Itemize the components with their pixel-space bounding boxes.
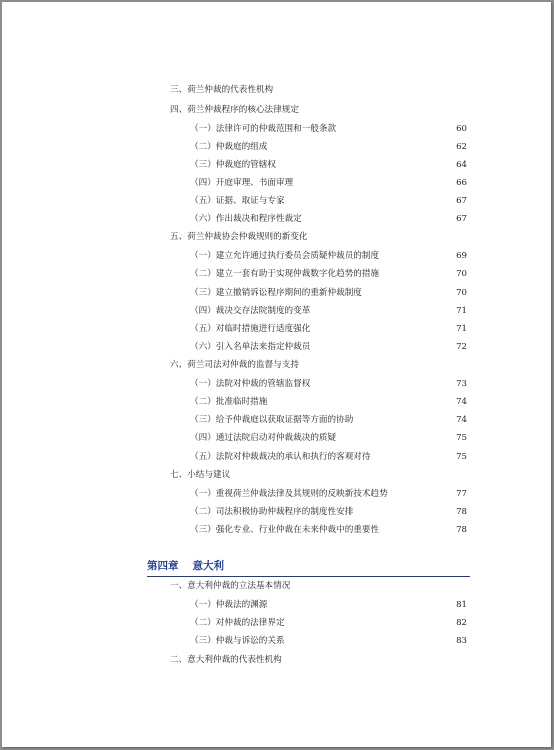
toc-entry-title: （四）开庭审理、书面审理	[190, 178, 294, 188]
toc-entry-title: （一）法律许可的仲裁范围和一般条款	[190, 124, 337, 134]
toc-entry-title: （五）法院对仲裁裁决的承认和执行的客观对待	[190, 452, 371, 462]
toc-entry-title: （一）重视荷兰仲裁法律及其规则的反映新技术趋势	[190, 489, 388, 499]
toc-entry-title: （一）建立允许通过执行委员会质疑仲裁员的制度	[190, 251, 380, 261]
toc-entry-page: 60	[456, 124, 467, 134]
toc-entry-title: 一、意大利仲裁的立法基本情况	[170, 581, 291, 591]
toc-entry-title: 七、小结与建议	[170, 470, 231, 480]
toc-entry-page: 69	[456, 251, 467, 261]
toc-entry-title: （五）对临时措施进行适度强化	[190, 324, 311, 334]
toc-entry-page: 81	[456, 600, 467, 610]
chapter-heading	[147, 558, 470, 577]
toc-entry-page: 71	[456, 306, 467, 316]
toc-entry-page: 75	[456, 452, 467, 462]
toc-entry-title: 六、荷兰司法对仲裁的监督与支持	[170, 360, 299, 370]
toc-entry-title: （三）仲裁庭的管辖权	[190, 160, 276, 170]
toc-entry-page: 82	[456, 618, 467, 628]
document-page	[2, 2, 551, 747]
toc-entry-page: 70	[456, 269, 467, 279]
toc-entry-title: （三）仲裁与诉讼的关系	[190, 636, 285, 646]
toc-entry-title: 四、荷兰仲裁程序的核心法律规定	[170, 105, 299, 115]
toc-entry-page: 67	[456, 214, 467, 224]
toc-entry-title: （一）仲裁法的渊源	[190, 600, 268, 610]
chapter-title: 意大利	[192, 560, 224, 572]
toc-entry-title: 三、荷兰仲裁的代表性机构	[170, 85, 274, 95]
toc-entry-page: 83	[456, 636, 467, 646]
toc-entry-title: （六）作出裁决和程序性裁定	[190, 214, 302, 224]
toc-entry-page: 70	[456, 288, 467, 298]
chapter-number: 第四章	[147, 560, 179, 572]
toc-entry-title: （五）证据、取证与专家	[190, 196, 285, 206]
toc-entry-title: （三）给予仲裁庭以获取证据等方面的协助	[190, 415, 354, 425]
toc-entry-title: 五、荷兰仲裁协会仲裁规则的新变化	[170, 232, 308, 242]
toc-entry-page: 64	[456, 160, 467, 170]
toc-entry-title: 二、意大利仲裁的代表性机构	[170, 655, 282, 665]
toc-entry-title: （六）引入名单法来指定仲裁员	[190, 342, 311, 352]
toc-entry-title: （二）建立一套有助于实现仲裁数字化趋势的措施	[190, 269, 380, 279]
toc-entry-page: 78	[456, 525, 467, 535]
toc-entry-title: （二）批准临时措施	[190, 397, 268, 407]
toc-entry-page: 74	[456, 415, 467, 425]
toc-entry-page: 62	[456, 142, 467, 152]
toc-entry-title: （二）仲裁庭的组成	[190, 142, 268, 152]
toc-entry-page: 66	[456, 178, 467, 188]
toc-entry-page: 78	[456, 507, 467, 517]
toc-entry-title: （三）强化专业、行业仲裁在未来仲裁中的重要性	[190, 525, 380, 535]
toc-entry-page: 72	[456, 342, 467, 352]
toc-entry-title: （四）裁决交存法院制度的变革	[190, 306, 311, 316]
toc-entry-title: （三）建立撤销诉讼程序期间的重新仲裁制度	[190, 288, 362, 298]
toc-entry-title: （二）对仲裁的法律界定	[190, 618, 285, 628]
toc-entry-page: 73	[456, 379, 467, 389]
toc-entry-page: 74	[456, 397, 467, 407]
toc-entry-title: （四）通过法院启动对仲裁裁决的质疑	[190, 433, 337, 443]
toc-entry-title: （二）司法积极协助仲裁程序的制度性安排	[190, 507, 354, 517]
toc-entry-page: 77	[456, 489, 467, 499]
toc-entry-page: 67	[456, 196, 467, 206]
toc-entry-title: （一）法院对仲裁的管辖监督权	[190, 379, 311, 389]
toc-entry-page: 75	[456, 433, 467, 443]
toc-entry-page: 71	[456, 324, 467, 334]
